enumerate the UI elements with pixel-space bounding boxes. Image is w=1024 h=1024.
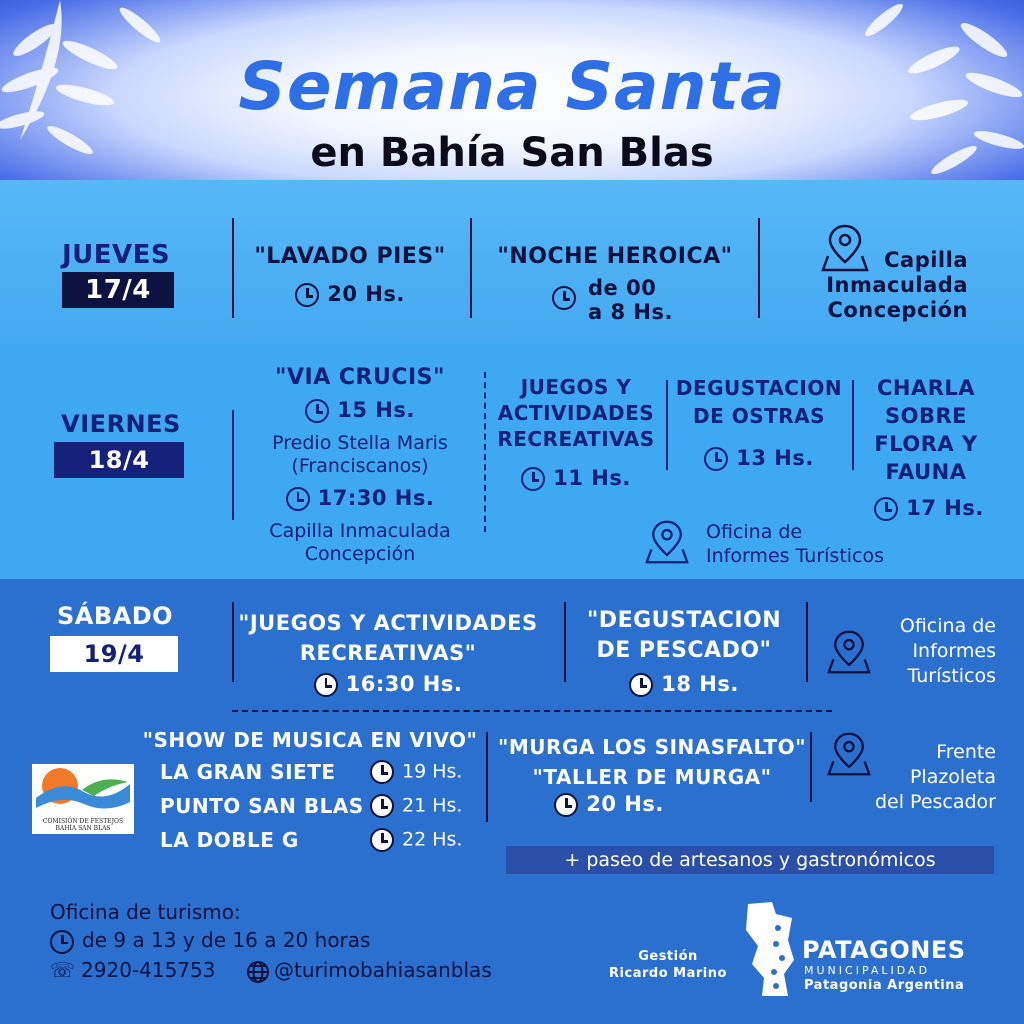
band-name: PUNTO SAN BLAS (160, 794, 364, 818)
gestion-label: Gestión Ricardo Marino (609, 949, 727, 981)
clock-icon (305, 399, 329, 423)
band-name: LA DOBLE G (160, 828, 299, 852)
event-time-ostras: 13 Hs. (668, 446, 850, 471)
divider (486, 732, 488, 822)
event-time-via-2: 17:30 Hs. (240, 486, 480, 511)
day-label-viernes: VIERNES (61, 410, 181, 438)
event-place-via-2: Capilla Inmaculada Concepción (269, 520, 451, 565)
place-sabado-1: Oficina de Informes Turísticos (899, 615, 996, 687)
event-time-juegos-sabado: 16:30 Hs. (238, 672, 538, 697)
clock-icon (295, 283, 319, 307)
muni-region: Patagonia Argentina (804, 978, 965, 993)
clock-icon (554, 793, 578, 817)
page-title: Semana Santa (238, 48, 786, 125)
location-pin-icon (826, 628, 872, 676)
divider (232, 410, 234, 520)
clock-icon (552, 286, 584, 310)
day-label-sabado: SÁBADO (56, 602, 174, 630)
place-viernes: Oficina de Informes Turísticos (706, 521, 885, 567)
event-time-juegos-viernes: 11 Hs. (488, 466, 664, 491)
clock-icon (370, 828, 394, 852)
event-time-pescado: 18 Hs. (574, 672, 794, 697)
event-title-noche-heroica: "NOCHE HEROICA" (497, 244, 733, 269)
location-pin-icon (644, 518, 690, 566)
comision-logo: COMISIÓN DE FESTEJOS BAHÍA SAN BLAS (32, 764, 134, 834)
office-label: Oficina de turismo: (50, 900, 241, 924)
date-badge-sabado: 19/4 (50, 636, 178, 672)
event-time-via-1: 15 Hs. (240, 398, 480, 423)
divider (806, 602, 808, 682)
band-time: 19 Hs. (370, 760, 462, 784)
place-jueves: Capilla Inmaculada Concepción (826, 248, 968, 322)
band-time: 22 Hs. (370, 828, 462, 852)
divider (232, 602, 234, 682)
band-time: 21 Hs. (370, 794, 462, 818)
event-title-juegos-sabado: "JUEGOS Y ACTIVIDADES RECREATIVAS" (238, 611, 538, 665)
patagones-map-logo-icon (742, 900, 798, 1000)
event-time-lavado-pies: 20 Hs. (240, 282, 460, 307)
sun-wave-logo-icon (32, 764, 134, 814)
divider (232, 218, 234, 318)
clock-icon (521, 467, 545, 491)
event-title-lavado-pies: "LAVADO PIES" (254, 244, 446, 269)
divider (810, 732, 812, 802)
clock-icon (314, 673, 338, 697)
phone-icon: ☏ (50, 958, 76, 982)
divider (470, 218, 472, 318)
place-sabado-2: Frente Plazoleta del Pescador (874, 741, 996, 813)
event-title-murga: "MURGA LOS SINASFALTO" "TALLER DE MURGA" (497, 735, 807, 789)
event-time-noche-heroica-2: a 8 Hs. (588, 300, 673, 324)
page-subtitle: en Bahía San Blas (310, 130, 714, 176)
paseo-banner: + paseo de artesanos y gastronómicos (506, 846, 994, 874)
clock-icon (370, 760, 394, 784)
clock-icon (874, 497, 898, 521)
phone-number[interactable]: ☏ 2920-415753 (50, 958, 216, 982)
social-handle[interactable]: @turimobahiasanblas (246, 958, 492, 984)
date-badge-jueves: 17/4 (62, 272, 174, 308)
divider (484, 372, 486, 532)
event-place-via-1: Predio Stella Maris (Franciscanos) (272, 432, 448, 477)
muni-label: MUNICIPALIDAD (804, 964, 931, 977)
divider (758, 218, 760, 318)
event-title-charla: CHARLA SOBRE FLORA Y FAUNA (874, 376, 978, 484)
event-title-via-crucis: "VIA CRUCIS" (275, 365, 445, 390)
muni-name: PATAGONES (802, 936, 966, 964)
event-title-pescado: "DEGUSTACION DE PESCADO" (586, 608, 782, 663)
divider (564, 602, 566, 682)
clock-icon (629, 673, 653, 697)
event-time-charla: 17 Hs. (864, 496, 994, 521)
divider (852, 380, 854, 470)
event-title-show: "SHOW DE MUSICA EN VIVO" (142, 728, 478, 752)
event-title-ostras: DEGUSTACION DE OSTRAS (675, 376, 843, 428)
event-time-noche-heroica-1: de 00 (588, 276, 657, 300)
event-time-murga: 20 Hs. (494, 792, 724, 817)
day-label-jueves: JUEVES (62, 240, 171, 270)
clock-icon (704, 447, 728, 471)
event-title-juegos-viernes: JUEGOS Y ACTIVIDADES RECREATIVAS (497, 375, 655, 451)
globe-icon (246, 960, 270, 984)
divider-dashed (232, 710, 832, 712)
clock-icon (286, 487, 310, 511)
date-badge-viernes: 18/4 (54, 442, 184, 478)
band-name: LA GRAN SIETE (160, 760, 336, 784)
clock-icon (50, 930, 74, 954)
office-hours: de 9 a 13 y de 16 a 20 horas (50, 928, 370, 954)
clock-icon (370, 794, 394, 818)
